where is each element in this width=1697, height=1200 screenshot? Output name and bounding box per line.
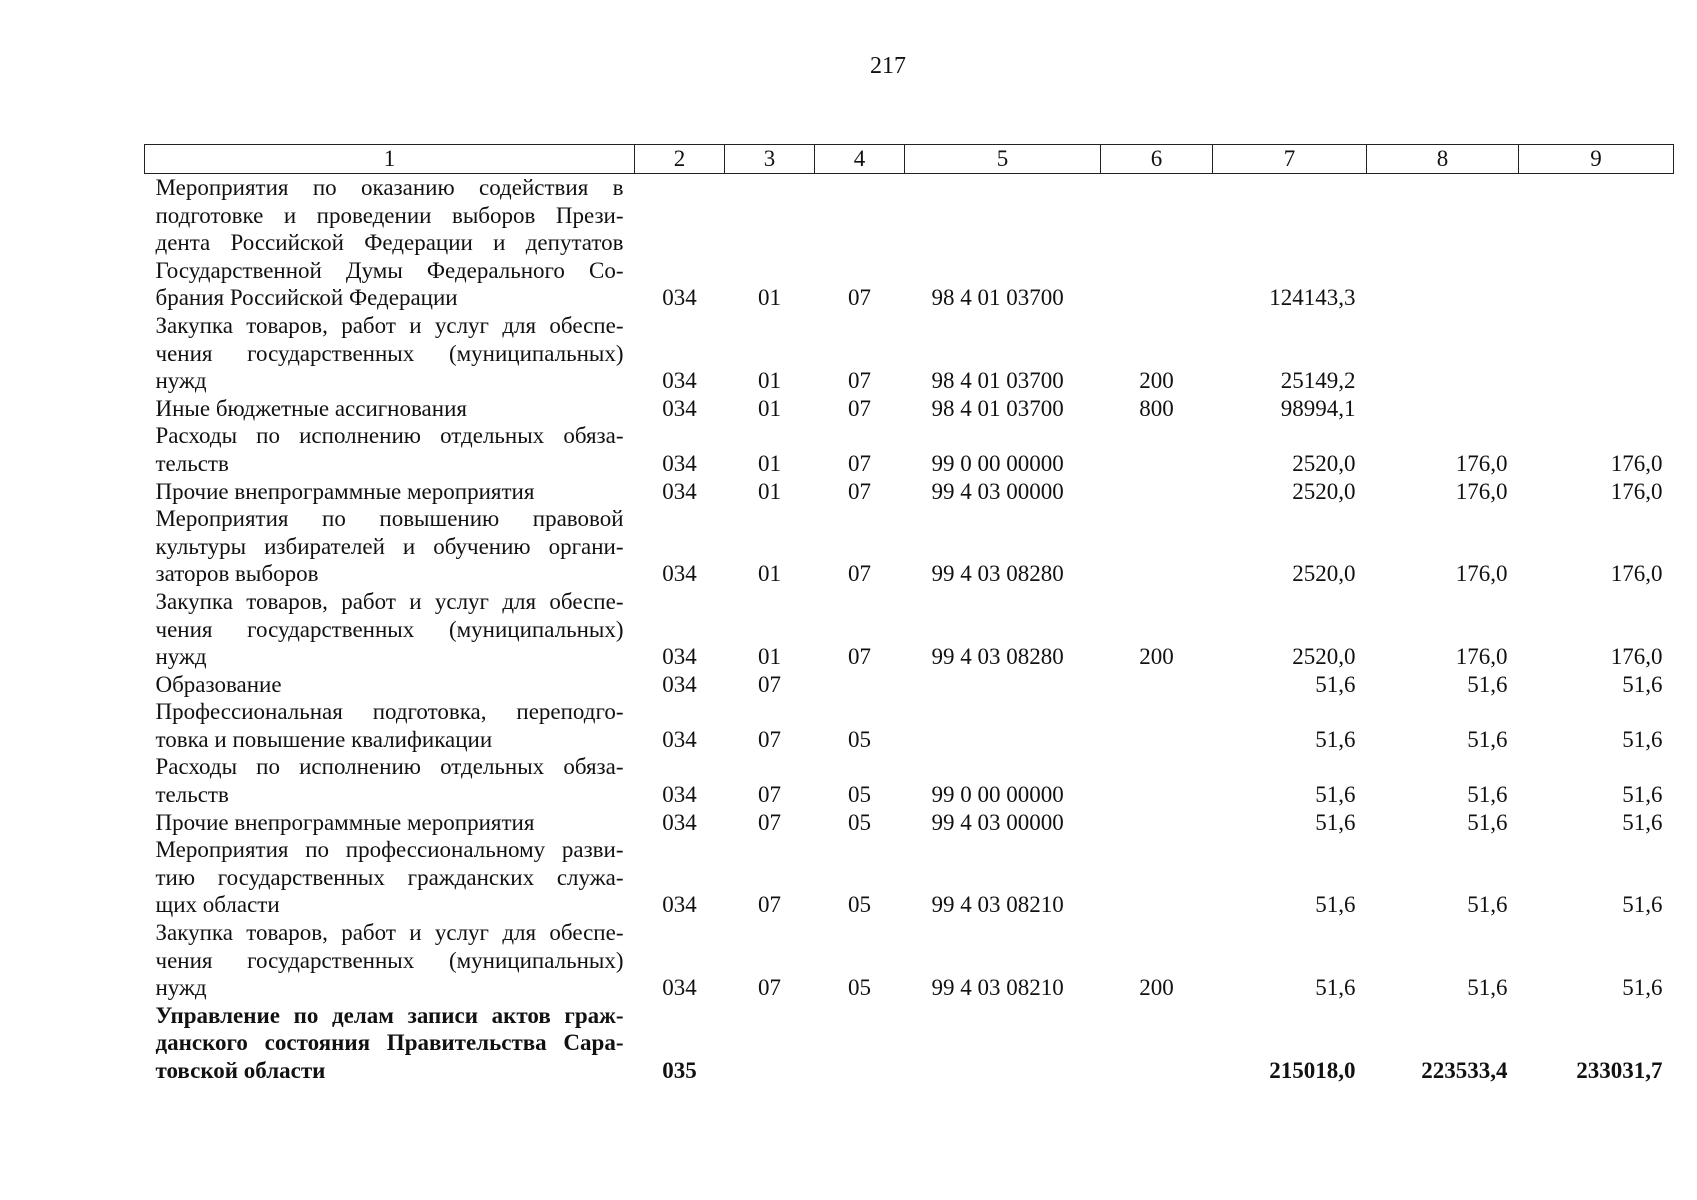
- cell-amount-col9: 176,0: [1610, 478, 1663, 504]
- cell-target-article: 99 4 03 00000: [931, 809, 1064, 835]
- column-header: 4: [815, 145, 905, 174]
- cell-amount-col8: 176,0: [1455, 561, 1508, 587]
- item-name-line: культуры избирателей и обучению органи-: [155, 533, 624, 559]
- cell-subsection-code: 07: [848, 561, 871, 587]
- item-name-line: подготовке и проведении выборов Прези-: [155, 202, 624, 228]
- cell-section-code: 01: [758, 395, 781, 421]
- cell-department-code: 034: [662, 782, 697, 808]
- cell-amount-col8: 176,0: [1455, 644, 1508, 670]
- cell-expense-type: [1101, 478, 1213, 506]
- table-row: [145, 478, 1674, 506]
- cell-amount-col9: 51,6: [1622, 782, 1663, 808]
- cell-amount-col7: 51,6: [1315, 726, 1356, 752]
- cell-target-article: [905, 1002, 1101, 1085]
- cell-amount-col9: 51,6: [1622, 671, 1663, 697]
- cell-target-article: 99 0 00 00000: [931, 782, 1064, 808]
- cell-amount-col7: 51,6: [1315, 671, 1356, 697]
- table-row: [145, 588, 1674, 671]
- table-row: [145, 312, 1674, 395]
- cell-target-article: 98 4 01 03700: [931, 285, 1064, 311]
- cell-expense-type: [1101, 422, 1213, 477]
- cell-amount-col7: 2520,0: [1292, 561, 1356, 587]
- item-name-line: данского состояния Правительства Сара-: [155, 1030, 624, 1056]
- cell-amount-col9: [1519, 174, 1674, 312]
- cell-target-article: 99 4 03 08210: [931, 975, 1064, 1001]
- cell-section-code: 01: [758, 478, 781, 504]
- cell-subsection-code: 07: [848, 395, 871, 421]
- cell-amount-col9: [1519, 312, 1674, 395]
- item-name-line: Закупка товаров, работ и услуг для обеспе-: [155, 312, 624, 338]
- cell-amount-col8: 176,0: [1455, 478, 1508, 504]
- item-name-line: тельств: [155, 782, 229, 808]
- cell-section-code: [725, 1002, 815, 1085]
- column-header: 7: [1213, 145, 1367, 174]
- cell-expense-type: [1101, 753, 1213, 808]
- item-name-line: тельств: [155, 450, 229, 476]
- cell-item-name: [145, 588, 635, 671]
- cell-target-article: 98 4 01 03700: [931, 368, 1064, 394]
- cell-amount-col7: 2520,0: [1292, 644, 1356, 670]
- cell-target-article: [905, 698, 1101, 753]
- table-row: [145, 836, 1674, 919]
- cell-subsection-code: 07: [848, 368, 871, 394]
- cell-amount-col8: [1367, 395, 1519, 423]
- cell-amount-col8: 223533,4: [1421, 1058, 1508, 1083]
- cell-item-name: [145, 422, 635, 477]
- cell-expense-type: 200: [1139, 644, 1174, 670]
- cell-section-code: 07: [758, 671, 781, 697]
- table-row: [145, 809, 1674, 837]
- cell-expense-type: 800: [1139, 395, 1174, 421]
- column-header: 5: [905, 145, 1101, 174]
- item-name-line: Образование: [155, 671, 282, 697]
- cell-subsection-code: 07: [848, 644, 871, 670]
- cell-subsection-code: 05: [848, 726, 871, 752]
- cell-amount-col7: 25149,2: [1280, 368, 1356, 394]
- cell-amount-col7: 215018,0: [1269, 1058, 1356, 1083]
- cell-department-code: 035: [662, 1058, 697, 1083]
- cell-target-article: 98 4 01 03700: [931, 395, 1064, 421]
- cell-item-name: [145, 1002, 635, 1085]
- item-name-line: дента Российской Федерации и депутатов: [155, 230, 624, 256]
- cell-expense-type: [1101, 836, 1213, 919]
- cell-amount-col8: [1367, 312, 1519, 395]
- cell-amount-col9: 233031,7: [1576, 1058, 1663, 1083]
- cell-expense-type: [1101, 671, 1213, 699]
- item-name-line: тию государственных гражданских служа-: [155, 864, 624, 890]
- cell-department-code: 034: [662, 892, 697, 918]
- cell-subsection-code: 05: [848, 975, 871, 1001]
- cell-department-code: 034: [662, 671, 697, 697]
- cell-amount-col9: 51,6: [1622, 809, 1663, 835]
- cell-target-article: 99 4 03 08280: [931, 561, 1064, 587]
- cell-section-code: 01: [758, 285, 781, 311]
- cell-subsection-code: [815, 1002, 905, 1085]
- item-name-line: чения государственных (муниципальных): [155, 616, 624, 642]
- cell-amount-col7: 124143,3: [1269, 285, 1356, 311]
- cell-department-code: 034: [662, 368, 697, 394]
- item-name-line: Прочие внепрограммные мероприятия: [155, 809, 535, 835]
- item-name-line: товка и повышение квалификации: [155, 726, 493, 752]
- item-name-line: Закупка товаров, работ и услуг для обеспе-: [155, 920, 624, 946]
- cell-department-code: 034: [662, 478, 697, 504]
- cell-section-code: 01: [758, 368, 781, 394]
- item-name-line: чения государственных (муниципальных): [155, 947, 624, 973]
- column-header: 2: [635, 145, 725, 174]
- item-name-line: чения государственных (муниципальных): [155, 340, 624, 366]
- item-name-line: Профессиональная подготовка, переподго-: [155, 699, 624, 725]
- cell-amount-col8: 51,6: [1467, 809, 1508, 835]
- item-name-line: Государственной Думы Федерального Со-: [155, 257, 624, 283]
- table-header-row: [145, 145, 1674, 174]
- cell-item-name: [145, 809, 635, 837]
- cell-amount-col9: 51,6: [1622, 726, 1663, 752]
- column-header: 9: [1519, 145, 1674, 174]
- cell-department-code: 034: [662, 644, 697, 670]
- cell-item-name: [145, 671, 635, 699]
- cell-item-name: [145, 312, 635, 395]
- column-header: 1: [145, 145, 635, 174]
- cell-expense-type: 200: [1139, 368, 1174, 394]
- cell-amount-col8: [1367, 174, 1519, 312]
- cell-amount-col8: 51,6: [1467, 671, 1508, 697]
- cell-section-code: 01: [758, 450, 781, 476]
- cell-item-name: [145, 478, 635, 506]
- item-name-line: Расходы по исполнению отдельных обяза-: [155, 754, 624, 780]
- cell-subsection-code: 07: [848, 285, 871, 311]
- cell-target-article: 99 4 03 08210: [931, 892, 1064, 918]
- cell-section-code: 07: [758, 975, 781, 1001]
- table-row: [145, 505, 1674, 588]
- cell-expense-type: 200: [1139, 975, 1174, 1001]
- cell-item-name: [145, 505, 635, 588]
- cell-expense-type: [1101, 698, 1213, 753]
- cell-amount-col7: 51,6: [1315, 782, 1356, 808]
- cell-expense-type: [1101, 505, 1213, 588]
- table-row: [145, 753, 1674, 808]
- cell-department-code: 034: [662, 395, 697, 421]
- item-name-line: Управление по делам записи актов граж-: [155, 1002, 624, 1028]
- item-name-line: заторов выборов: [155, 561, 319, 587]
- cell-item-name: [145, 919, 635, 1002]
- cell-department-code: 034: [662, 561, 697, 587]
- page-number: 217: [870, 53, 906, 79]
- column-header: 6: [1101, 145, 1213, 174]
- cell-expense-type: [1101, 809, 1213, 837]
- table-body: [145, 174, 1674, 1085]
- cell-subsection-code: 05: [848, 892, 871, 918]
- item-name-line: Прочие внепрограммные мероприятия: [155, 478, 535, 504]
- cell-amount-col9: 51,6: [1622, 892, 1663, 918]
- cell-item-name: [145, 753, 635, 808]
- cell-target-article: [905, 671, 1101, 699]
- column-header: 8: [1367, 145, 1519, 174]
- item-name-line: щих области: [155, 892, 280, 918]
- table-row: [145, 174, 1674, 312]
- item-name-line: Расходы по исполнению отдельных обяза-: [155, 423, 624, 449]
- cell-department-code: 034: [662, 726, 697, 752]
- cell-item-name: [145, 698, 635, 753]
- item-name-line: Мероприятия по оказанию содействия в: [155, 175, 624, 200]
- table-row: [145, 698, 1674, 753]
- cell-amount-col9: 176,0: [1610, 561, 1663, 587]
- item-name-line: нужд: [155, 975, 207, 1001]
- cell-subsection-code: 07: [848, 478, 871, 504]
- cell-amount-col9: 176,0: [1610, 450, 1663, 476]
- cell-amount-col9: 51,6: [1622, 975, 1663, 1001]
- cell-amount-col8: 51,6: [1467, 782, 1508, 808]
- item-name-line: Иные бюджетные ассигнования: [155, 395, 467, 421]
- table-row: [145, 919, 1674, 1002]
- cell-item-name: [145, 836, 635, 919]
- cell-amount-col7: 98994,1: [1280, 395, 1356, 421]
- cell-department-code: 034: [662, 285, 697, 311]
- cell-section-code: 01: [758, 561, 781, 587]
- column-header: 3: [725, 145, 815, 174]
- cell-section-code: 01: [758, 644, 781, 670]
- cell-amount-col8: 51,6: [1467, 975, 1508, 1001]
- cell-amount-col7: 51,6: [1315, 975, 1356, 1001]
- cell-amount-col7: 2520,0: [1292, 450, 1356, 476]
- table-row: [145, 395, 1674, 423]
- item-name-line: нужд: [155, 644, 207, 670]
- cell-section-code: 07: [758, 892, 781, 918]
- cell-amount-col7: 2520,0: [1292, 478, 1356, 504]
- cell-amount-col8: 176,0: [1455, 450, 1508, 476]
- cell-subsection-code: 05: [848, 809, 871, 835]
- cell-expense-type: [1101, 174, 1213, 312]
- table-row: [145, 671, 1674, 699]
- item-name-line: Мероприятия по профессиональному разви-: [155, 837, 624, 863]
- table-row: [145, 422, 1674, 477]
- cell-target-article: 99 0 00 00000: [931, 450, 1064, 476]
- cell-item-name: [145, 174, 635, 312]
- item-name-line: Мероприятия по повышению правовой: [155, 506, 624, 532]
- cell-amount-col7: 51,6: [1315, 809, 1356, 835]
- table-row: [145, 1002, 1674, 1085]
- cell-target-article: 99 4 03 00000: [931, 478, 1064, 504]
- cell-section-code: 07: [758, 726, 781, 752]
- cell-amount-col9: [1519, 395, 1674, 423]
- cell-department-code: 034: [662, 975, 697, 1001]
- item-name-line: Закупка товаров, работ и услуг для обеспе-: [155, 588, 624, 614]
- item-name-line: товской области: [155, 1058, 326, 1083]
- item-name-line: нужд: [155, 368, 207, 394]
- cell-item-name: [145, 395, 635, 423]
- cell-subsection-code: 07: [848, 450, 871, 476]
- cell-department-code: 034: [662, 450, 697, 476]
- cell-department-code: 034: [662, 809, 697, 835]
- cell-amount-col8: 51,6: [1467, 726, 1508, 752]
- cell-amount-col7: 51,6: [1315, 892, 1356, 918]
- cell-subsection-code: 05: [848, 782, 871, 808]
- cell-expense-type: [1101, 1002, 1213, 1085]
- budget-table: [144, 144, 1674, 1085]
- item-name-line: брания Российской Федерации: [155, 285, 458, 311]
- cell-target-article: 99 4 03 08280: [931, 644, 1064, 670]
- cell-subsection-code: [815, 671, 905, 699]
- cell-amount-col9: 176,0: [1610, 644, 1663, 670]
- cell-section-code: 07: [758, 809, 781, 835]
- cell-amount-col8: 51,6: [1467, 892, 1508, 918]
- cell-section-code: 07: [758, 782, 781, 808]
